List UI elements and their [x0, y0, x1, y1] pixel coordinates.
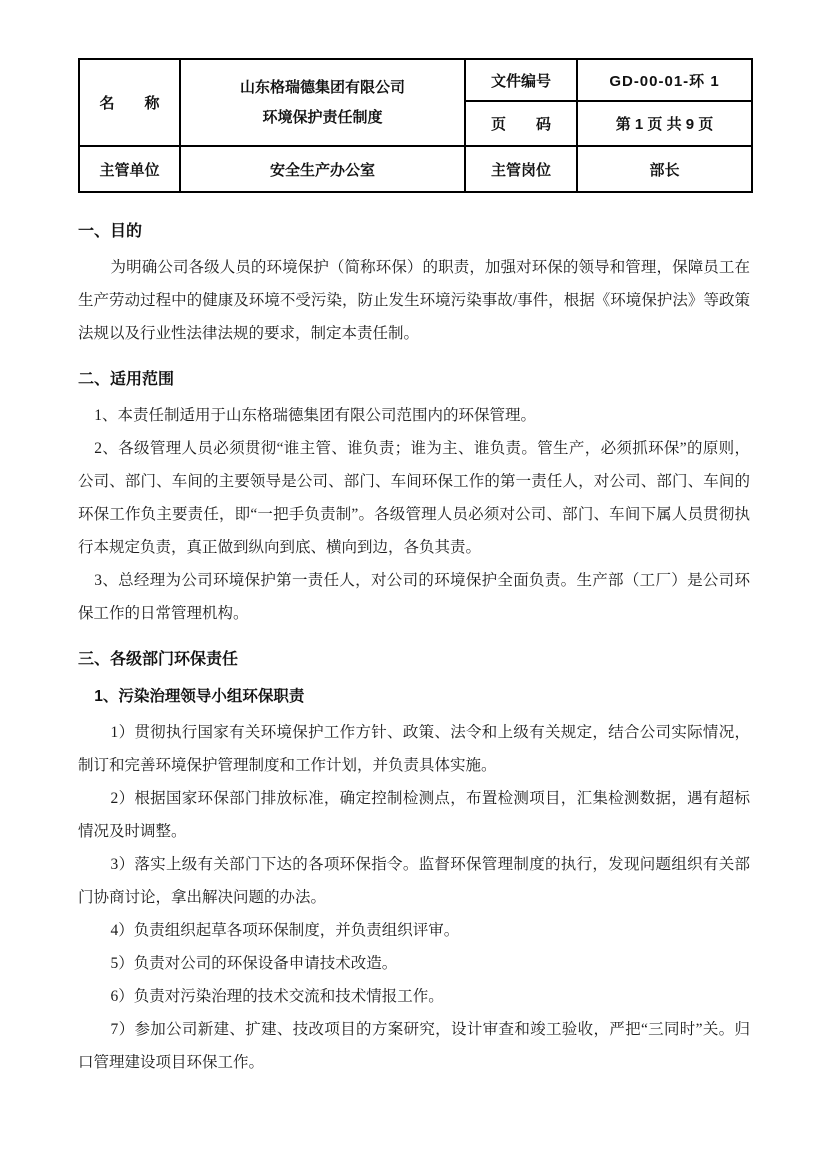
page-number-value-cell: 第 1 页 共 9 页	[577, 101, 752, 146]
scope-item-1: 1、本责任制适用于山东格瑞德集团有限公司范围内的环保管理。	[94, 407, 537, 424]
company-name: 山东格瑞德集团有限公司	[239, 78, 405, 96]
duty-item-1: 1）贯彻执行国家有关环境保护工作方针、政策、法令和上级有关规定，结合公司实际情况，制订和完善环境保护管理制度和工作计划，并负责具体实施。	[78, 724, 750, 774]
duty-item-6: 6）负责对污染治理的技术交流和技术情报工作。	[110, 988, 444, 1005]
doc-number-value-cell: GD-00-01-环 1	[577, 59, 752, 101]
supervising-post-label-cell: 主管岗位	[465, 146, 577, 192]
duty-item-4: 4）负责组织起草各项环保制度，并负责组织评审。	[110, 922, 460, 939]
supervising-unit-label-cell: 主管单位	[79, 146, 180, 192]
page-number-label-cell: 页 码	[465, 101, 577, 146]
section-heading-responsibilities: 三、各级部门环保责任	[78, 651, 239, 668]
supervising-post-value-cell: 部长	[577, 146, 752, 192]
document-title-cell	[180, 59, 465, 146]
doc-number-label-cell: 文件编号	[465, 59, 577, 101]
name-label-cell: 名 称	[79, 59, 180, 146]
duty-item-2: 2）根据国家环保部门排放标准，确定控制检测点，布置检测项目，汇集检测数据，遇有超标情况及时调整。	[78, 790, 750, 840]
section-heading-scope: 二、适用范围	[78, 371, 175, 388]
scope-item-2: 2、各级管理人员必须贯彻“谁主管、谁负责；谁为主、谁负责。管生产，必须抓环保”的原则，公司、部门、车间的主要领导是公司、部门、车间环保工作的第一责任人，对公司、部门、车间的环保工作负主要责任，即“一把手负责制”。各级管理人员必须对公司、部门、车间下属人员贯彻执行本规定负责，真正做到纵向到底、横向到边，各负其责。	[78, 440, 750, 556]
supervising-unit-value-cell: 安全生产办公室	[180, 146, 465, 192]
document-header-table	[78, 58, 753, 193]
duty-item-3: 3）落实上级有关部门下达的各项环保指令。监督环保管理制度的执行，发现问题组织有关部门协商讨论，拿出解决问题的办法。	[78, 856, 750, 906]
purpose-paragraph: 为明确公司各级人员的环境保护（简称环保）的职责，加强对环保的领导和管理，保障员工在生产劳动过程中的健康及环境不受污染，防止发生环境污染事故/事件，根据《环境保护法》等政策法规以及行业性法律法规的要求，制定本责任制。	[78, 259, 750, 342]
document-title: 环境保护责任制度	[262, 108, 383, 126]
subsection-heading-pollution-control-group: 1、污染治理领导小组环保职责	[94, 688, 305, 705]
scope-item-3: 3、总经理为公司环境保护第一责任人，对公司的环境保护全面负责。生产部（工厂）是公司环保工作的日常管理机构。	[78, 572, 750, 622]
duty-item-7: 7）参加公司新建、扩建、技改项目的方案研究，设计审查和竣工验收，严把“三同时”关。归口管理建设项目环保工作。	[78, 1021, 750, 1071]
section-heading-purpose: 一、目的	[78, 223, 143, 240]
duty-item-5: 5）负责对公司的环保设备申请技术改造。	[110, 955, 398, 972]
document-body	[78, 215, 750, 1079]
